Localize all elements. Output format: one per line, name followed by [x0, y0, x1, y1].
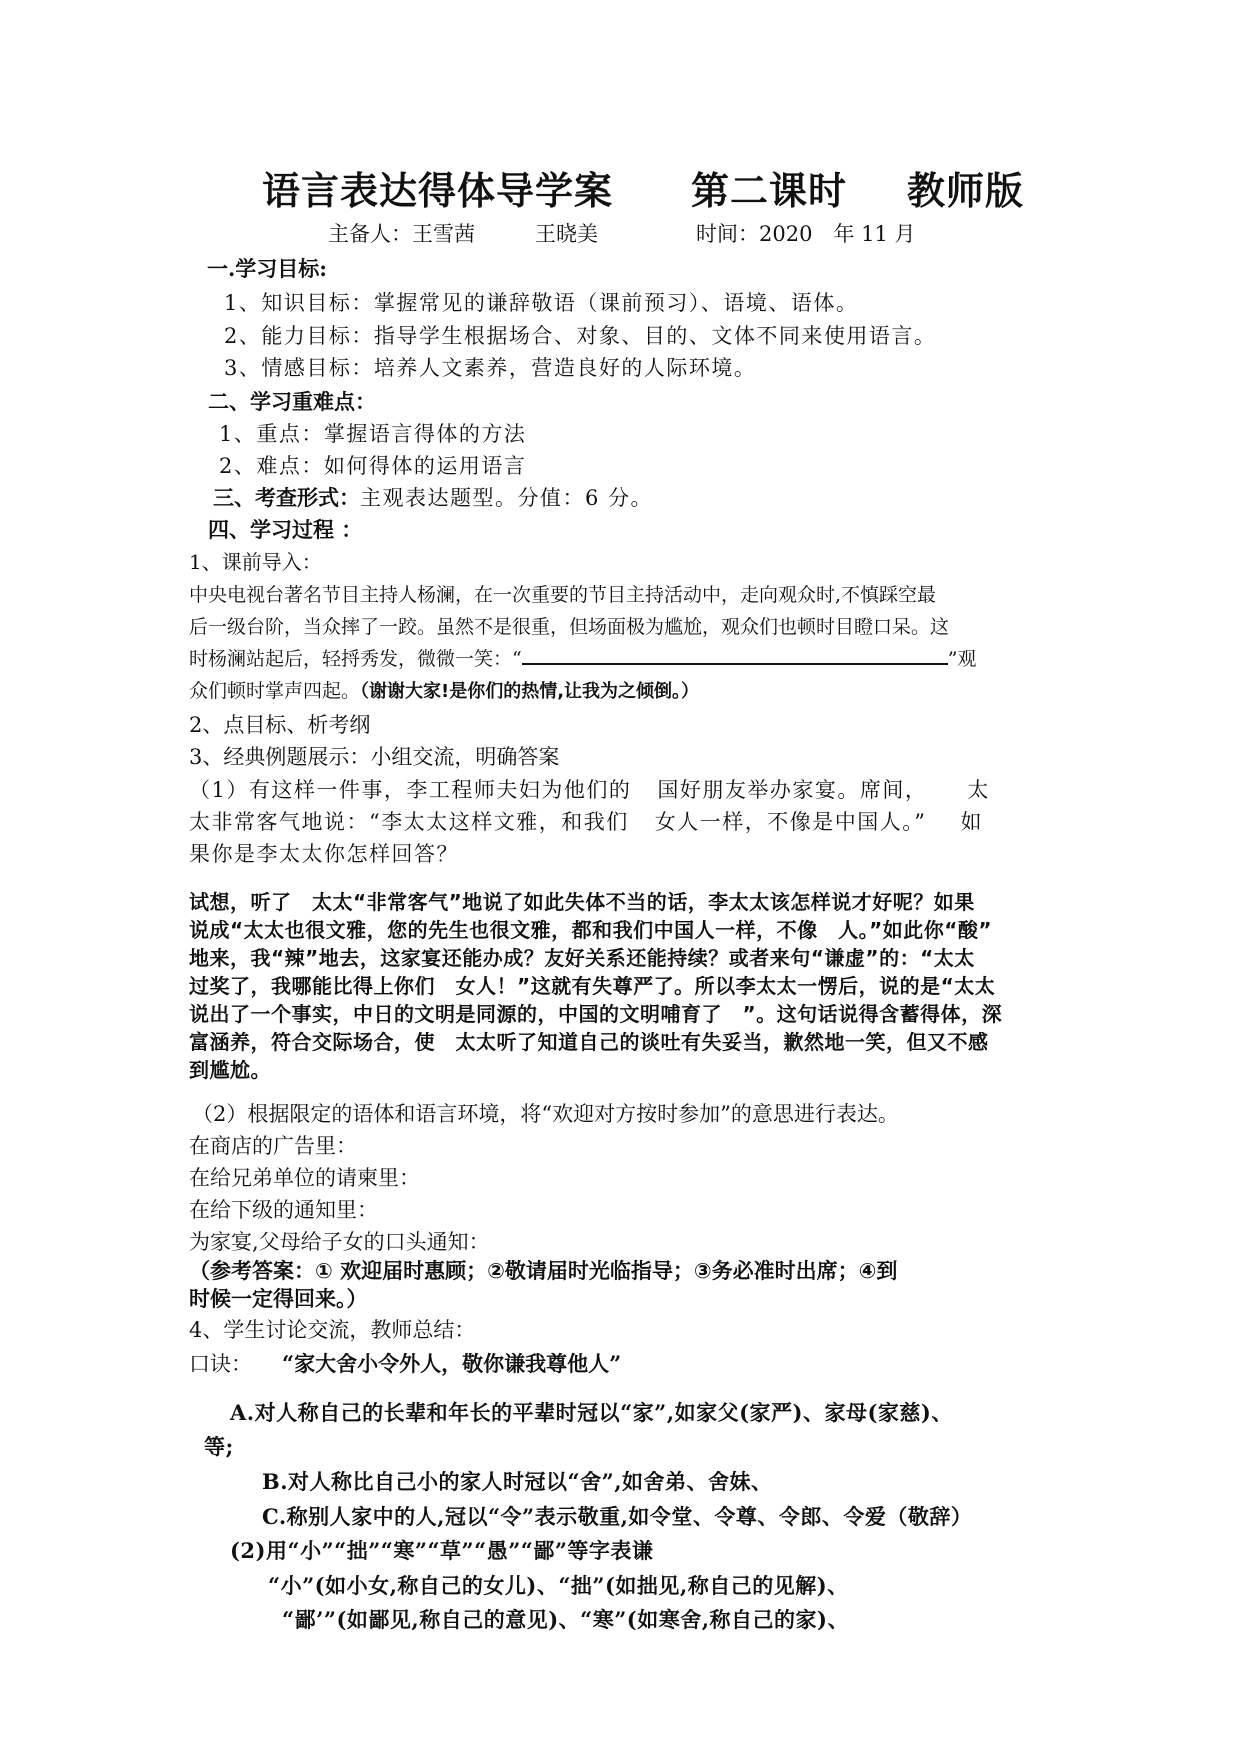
analysis-line: 富涵养，符合交际场合，使 太太听了知道自己的谈吐有失妥当，歉然地一笑，但又不感 — [189, 1030, 989, 1054]
step3-text: 3、经典例题展示：小组交流，明确答案 — [189, 745, 560, 769]
analysis-line: 地来，我“辣”地去，这家宴还能办成？友好关系还能持续？或者来句“谦虚”的：“太太 — [189, 946, 975, 970]
example1-line — [189, 774, 990, 804]
rule-a-cont: 等; — [204, 1434, 234, 1459]
example1-line — [189, 806, 983, 836]
author-primary: 主备人：王雪茜 — [328, 222, 475, 246]
mnemonic-label: 口诀： — [189, 1352, 252, 1376]
title-main: 语言表达得体导学案 — [262, 168, 614, 213]
page-title — [262, 160, 1024, 215]
example2-line: （2）根据限定的语体和语言环境，将“欢迎对方按时参加”的意思进行表达。 — [192, 1102, 899, 1126]
rule-c: C.称别人家中的人,冠以“令”表示敬重,如令堂、令尊、令郎、令爱（敬辞） — [262, 1504, 973, 1529]
analysis-line: 试想，听了 太太“非常客气”地说了如此失体不当的话，李太太该怎样说才好呢？如果 — [189, 890, 975, 914]
intro-answer: （谢谢大家!是你们的热情,让我为之倾倒。） — [360, 681, 700, 702]
objective-item: 1、知识目标：掌握常见的谦辞敬语（课前预习）、语境、语体。 — [224, 291, 859, 315]
example1-text: 太 — [967, 778, 990, 802]
example1-text: 太非常客气地说：“李太太这样文雅，和我们 — [189, 810, 629, 834]
rule-e: “小”(如小女,称自己的女儿)、“拙”(如拙见,称自己的见解)、 — [268, 1573, 849, 1598]
rule-b: B.对人称比自己小的家人时冠以“舍”,如舍弟、舍妹、 — [262, 1469, 773, 1494]
intro-line-text: 时杨澜站起后，轻捋秀发，微微一笑：“ — [189, 648, 522, 670]
analysis-line: 过奖了，我哪能比得上你们 女人！”这就有失尊严了。所以李太太一愣后，说的是“太太 — [189, 974, 996, 998]
example2-line: 为家宴,父母给子女的口头通知： — [189, 1230, 490, 1254]
example1-text: 如 — [960, 810, 983, 834]
rule-d: (2)用“小”“拙”“寒”“草”“愚”“鄙”等字表谦 — [230, 1538, 654, 1563]
author-line — [328, 218, 916, 248]
analysis-line: 说出了一个事实，中日的文明是同源的，中国的文明哺育了 ”。这句话说得含蓄得体，深 — [189, 1002, 1003, 1026]
rule-f: “鄙’”(如鄙见,称自己的意见)、“寒”(如寒舍,称自己的家)、 — [282, 1607, 849, 1632]
title-lesson: 第二课时 — [691, 168, 848, 213]
section3-text: 主观表达题型。分值：6 分。 — [360, 486, 654, 510]
author-time: 时间：2020 年 11 月 — [696, 222, 916, 246]
intro-line: 中央电视台著名节目主持人杨澜，在一次重要的节目主持活动中，走向观众时,不慎踩空最 — [189, 584, 937, 606]
step4-text: 4、学生讨论交流，教师总结： — [189, 1318, 476, 1342]
answer-blank — [522, 647, 948, 665]
example2-answer: 时候一定得回来。） — [189, 1287, 368, 1311]
mnemonic-line — [189, 1348, 621, 1378]
section3-heading: 三、考查形式： — [213, 485, 360, 510]
example1-text: 国好朋友举办家宴。席间， — [657, 778, 928, 802]
objective-item: 3、情感目标：培养人文素养，营造良好的人际环境。 — [224, 356, 757, 380]
section1-heading: 一.学习目标: — [207, 256, 328, 281]
section2-heading: 二、学习重难点： — [208, 389, 376, 414]
example1-text: 女人一样，不像是中国人。” — [654, 810, 927, 834]
intro-line — [189, 676, 699, 703]
keypoint-item: 1、重点：掌握语言得体的方法 — [219, 422, 527, 446]
example2-line: 在给下级的通知里： — [189, 1198, 378, 1222]
rule-a: A.对人称自己的长辈和年长的平辈时冠以“家”,如家父(家严)、家母(家慈)、 — [230, 1400, 953, 1425]
example1-text: （1）有这样一件事，李工程师夫妇为他们的 — [189, 778, 632, 802]
intro-heading: 1、课前导入： — [189, 550, 322, 574]
step2-text: 2、点目标、析考纲 — [189, 713, 371, 737]
intro-line-text: 众们顿时掌声四起。 — [189, 680, 361, 702]
intro-line-end: ”观 — [947, 648, 977, 670]
author-second: 王晓美 — [535, 222, 598, 246]
keypoint-item: 2、难点：如何得体的运用语言 — [219, 454, 527, 478]
section4-heading: 四、学习过程 ： — [208, 517, 363, 542]
example2-line: 在给兄弟单位的请柬里： — [189, 1166, 420, 1190]
example2-answer: （参考答案：① 欢迎届时惠顾；②敬请届时光临指导；③务必准时出席；④到 — [189, 1259, 898, 1283]
intro-line: 后一级台阶，当众摔了一跤。虽然不是很重，但场面极为尴尬，观众们也顿时目瞪口呆。这 — [189, 616, 950, 638]
analysis-line: 到尴尬。 — [189, 1058, 271, 1082]
example1-line: 果你是李太太你怎样回答？ — [189, 842, 459, 866]
title-version: 教师版 — [907, 168, 1025, 213]
example2-line: 在商店的广告里： — [189, 1134, 357, 1158]
analysis-line: 说成“太太也很文雅，您的先生也很文雅，都和我们中国人一样，不像 人。”如此你“酸” — [189, 918, 993, 942]
section3-line — [213, 482, 653, 512]
mnemonic-text: “家大舍小令外人，敬你谦我尊他人” — [282, 1351, 622, 1376]
objective-item: 2、能力目标：指导学生根据场合、对象、目的、文体不同来使用语言。 — [224, 324, 937, 348]
intro-line — [189, 644, 976, 671]
